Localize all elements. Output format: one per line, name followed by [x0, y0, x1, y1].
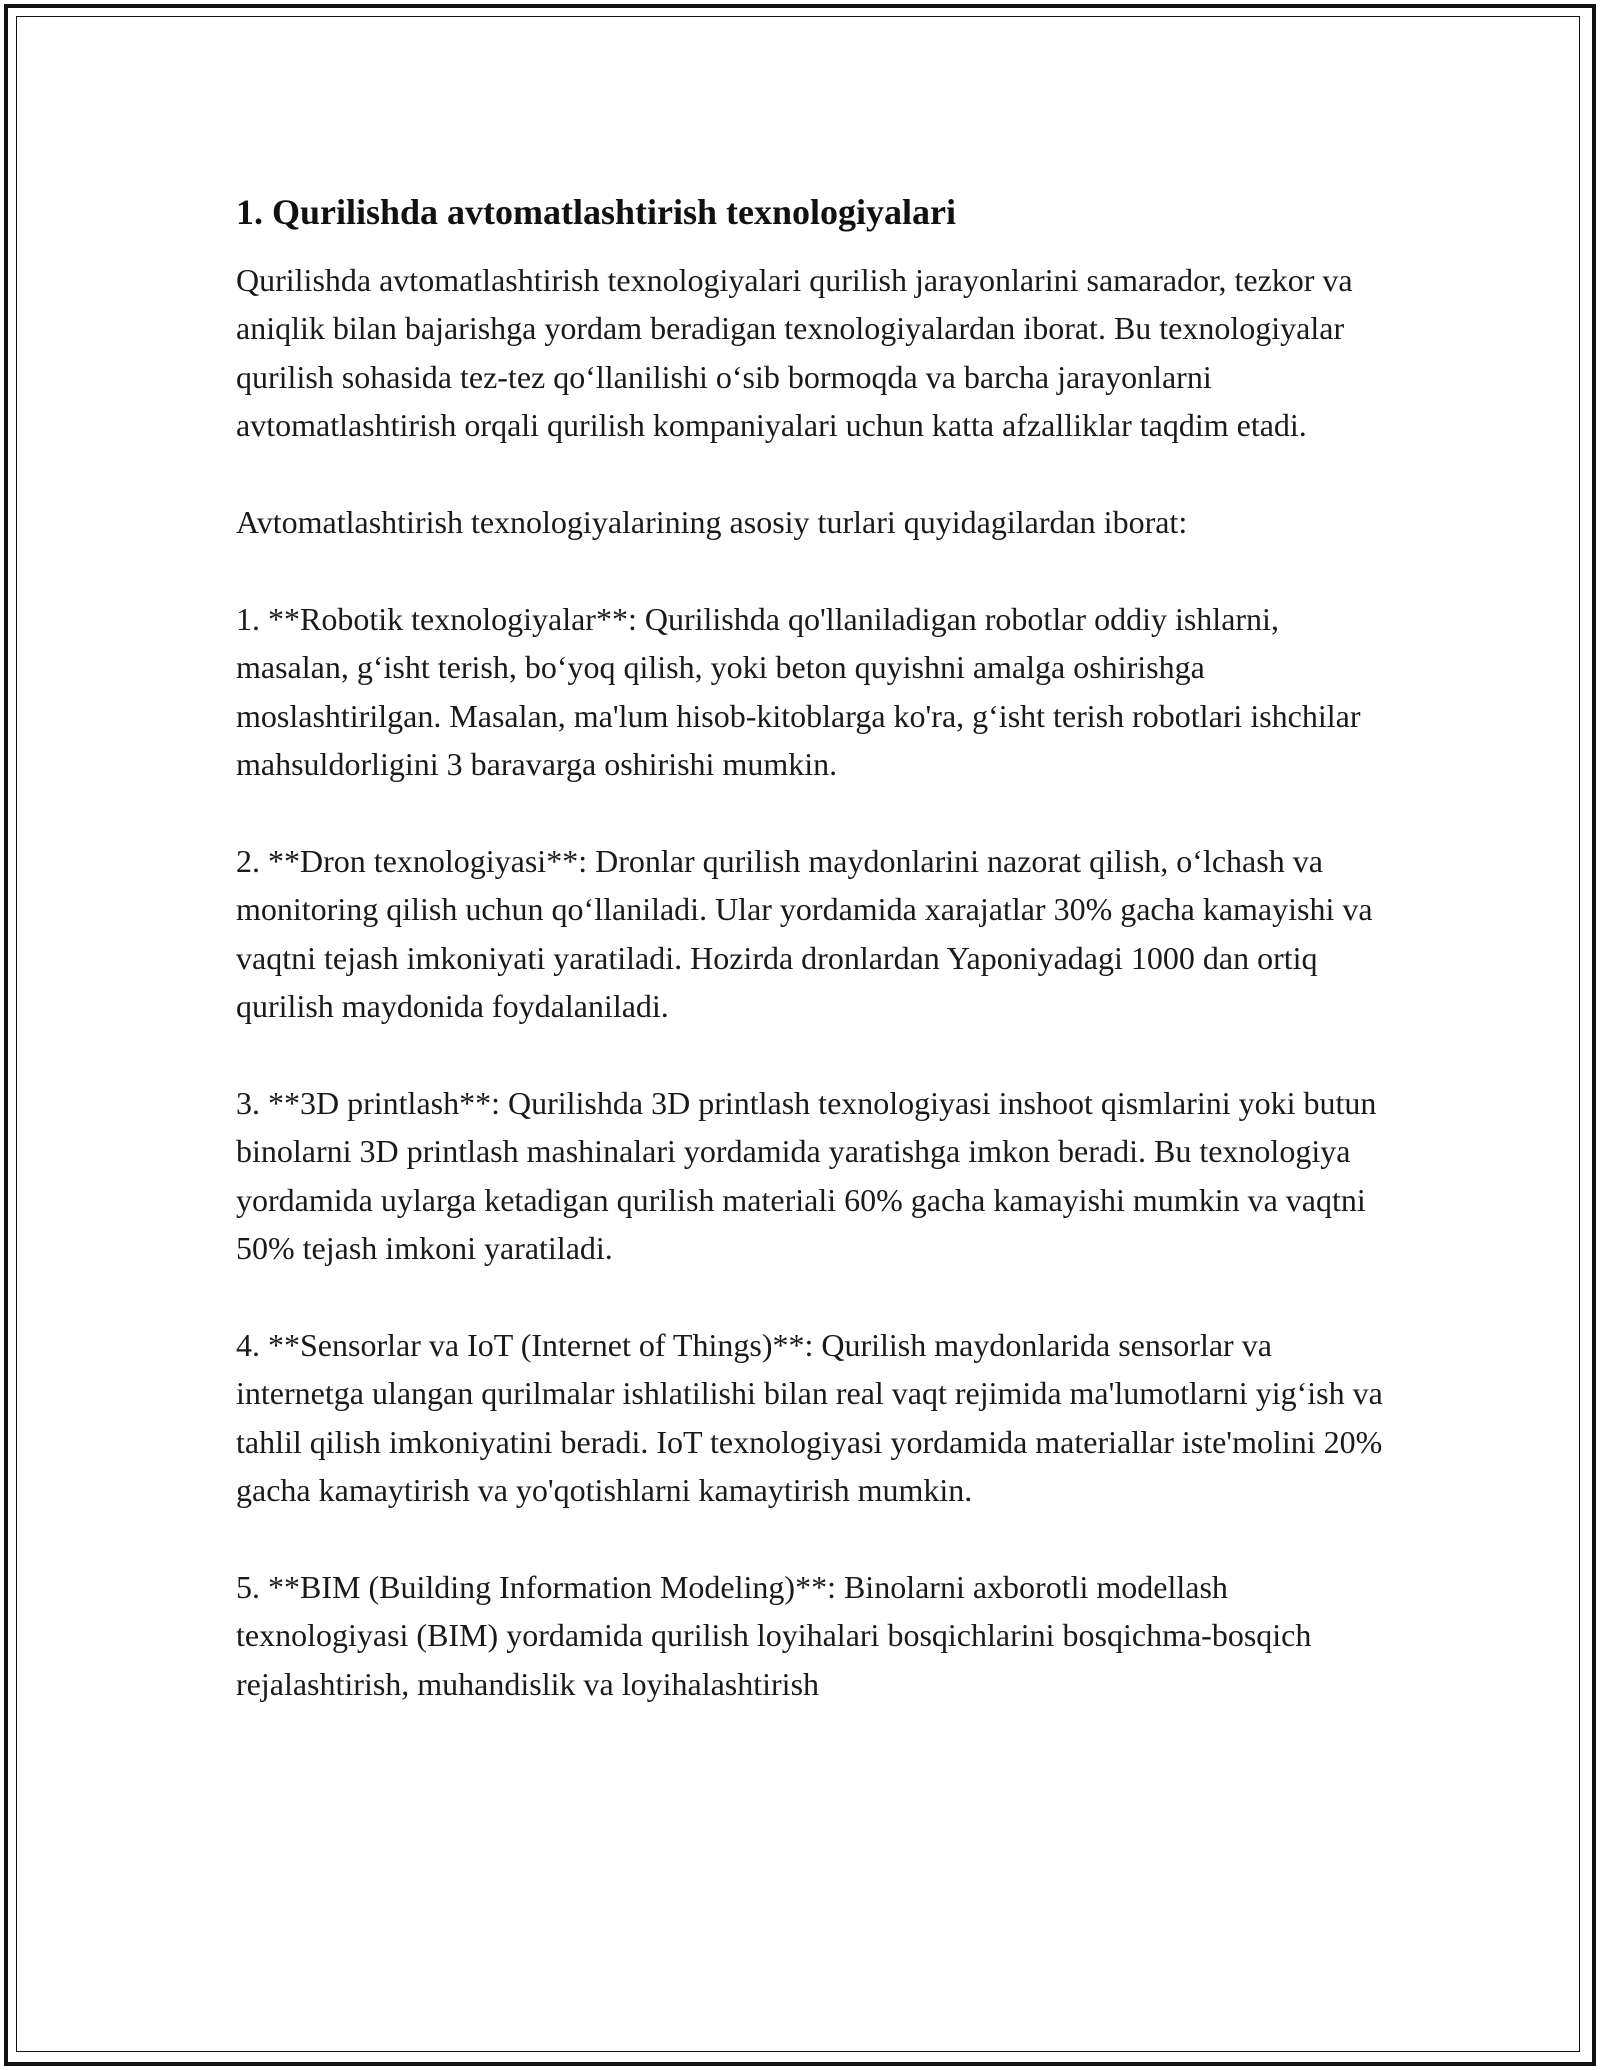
spacer	[236, 788, 1386, 836]
list-item-drones: 2. **Dron texnologiyasi**: Dronlar qurilish maydonlarini nazorat qilish, o‘lchash va monitoring qilish uchun qo‘llaniladi. Ular yordamida xarajatlar 30% gacha kamayishi va vaqtni tejash imkoniyati yaratiladi. Hozirda dronlardan Yaponiyadagi 1000 dan ortiq qurilish maydonida foydalaniladi.	[236, 842, 1373, 1025]
list-intro-paragraph: Avtomatlashtirish texnologiyalarining asosiy turlari quyidagilardan iborat:	[236, 504, 1188, 541]
spacer	[236, 450, 1386, 498]
list-item-3d-printing: 3. **3D printlash**: Qurilishda 3D printlash texnologiyasi inshoot qismlarini yoki butun binolarni 3D printlash mashinalari yordamida yaratishga imkon beradi. Bu texnologiya yordamida uylarga ketadigan qurilish materiali 60% gacha kamayishi mumkin va vaqtni 50% tejash imkoni yaratiladi.	[236, 1084, 1377, 1267]
list-item-iot: 4. **Sensorlar va IoT (Internet of Things)**: Qurilish maydonlarida sensorlar va internetga ulangan qurilmalar ishlatilishi bilan real vaqt rejimida ma'lumotlarni yig‘ish va tahlil qilish imkoniyatini beradi. IoT texnologiyasi yordamida materiallar iste'molini 20% gacha kamaytirish va yo'qotishlarni kamaytirish mumkin.	[236, 1326, 1383, 1509]
list-item-robotics: 1. **Robotik texnologiyalar**: Qurilishda qo'llaniladigan robotlar oddiy ishlarni, masalan, g‘isht terish, bo‘yoq qilish, yoki beton quyishni amalga oshirishga moslashtirilgan. Masalan, ma'lum hisob-kitoblarga ko'ra, g‘isht terish robotlari ishchilar mahsuldorligini 3 baravarga oshirishi mumkin.	[236, 600, 1361, 783]
spacer	[236, 1030, 1386, 1078]
list-item-bim: 5. **BIM (Building Information Modeling)**: Binolarni axborotli modellash texnologiyasi (BIM) yordamida qurilish loyihalari bosqichlarini bosqichma-bosqich rejalashtirish, muhandislik va loyihalashtirish	[236, 1568, 1312, 1702]
document-body	[236, 186, 1386, 1708]
spacer	[236, 238, 1386, 256]
spacer	[236, 1272, 1386, 1320]
spacer	[236, 1514, 1386, 1562]
spacer	[236, 546, 1386, 594]
intro-paragraph: Qurilishda avtomatlashtirish texnologiyalari qurilish jarayonlarini samarador, tezkor va aniqlik bilan bajarishga yordam beradigan texnologiyalardan iborat. Bu texnologiyalar qurilish sohasida tez-tez qo‘llanilishi o‘sib bormoqda va barcha jarayonlarni avtomatlashtirish orqali qurilish kompaniyalari uchun katta afzalliklar taqdim etadi.	[236, 262, 1353, 444]
document-heading: 1. Qurilishda avtomatlashtirish texnologiyalari	[236, 192, 957, 232]
